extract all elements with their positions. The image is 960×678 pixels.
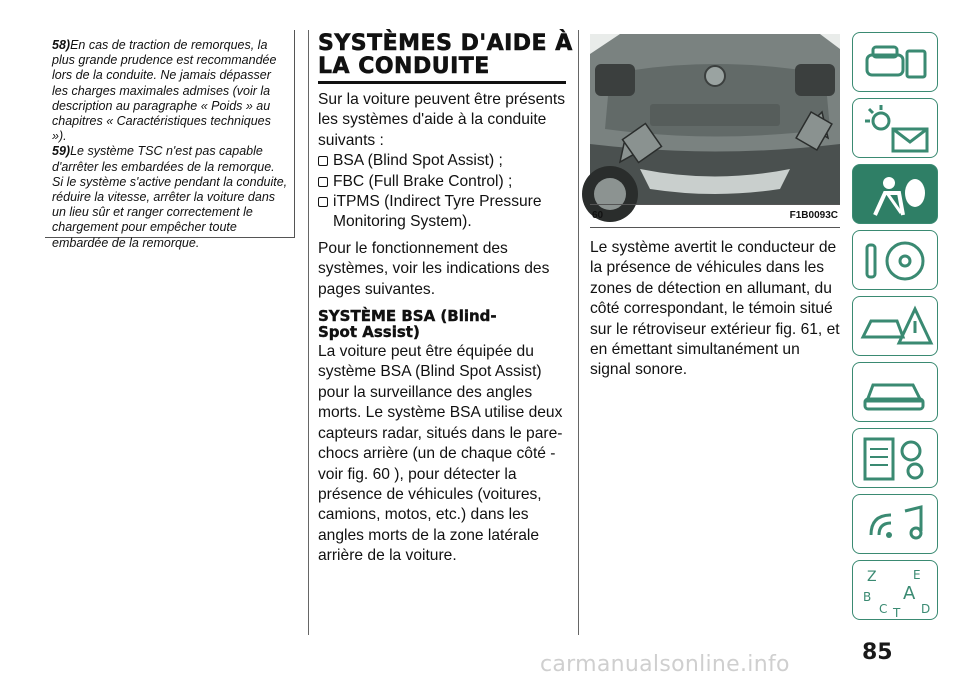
tab-technical-specs[interactable] bbox=[852, 428, 938, 488]
warning-paragraph: Le système avertit le conducteur de la présence de véhicules dans les zones de détection en allumant, du côté correspondant, le témoin situé sur le rétroviseur extérieur fig. 61, et en émettant simultanément un signal sonore. bbox=[590, 239, 840, 379]
note-text: Le système TSC n'est pas capable d'arrêter les embardées de la remorque. Si le système s'active pendant la conduite, réduire la vitesse, arrêter la voiture dans un lieu sûr et ranger correctement le chargement pour empêcher toute embardée de la remorque. bbox=[52, 144, 288, 250]
checkbox-bullet-icon bbox=[318, 177, 328, 187]
multimedia-icon bbox=[853, 495, 939, 555]
tab-multimedia[interactable] bbox=[852, 494, 938, 554]
breakdown-triangle-icon bbox=[853, 297, 939, 357]
car-dashboard-icon bbox=[853, 33, 939, 93]
key-steering-wheel-icon bbox=[853, 231, 939, 291]
notes-box bbox=[45, 30, 295, 250]
right-column bbox=[590, 238, 840, 381]
tab-emergency[interactable] bbox=[852, 296, 938, 356]
figure-code: F1B0093C bbox=[789, 210, 838, 221]
figure-60-photo bbox=[590, 34, 840, 204]
tab-safety[interactable] bbox=[852, 164, 938, 224]
list-item: iTPMS (Indirect Tyre Pressure Monitoring System). bbox=[318, 192, 573, 233]
section-title: SYSTÈMES D'AIDE À LA CONDUITE bbox=[318, 31, 573, 79]
note-58 bbox=[52, 38, 288, 144]
svg-text:Z: Z bbox=[867, 569, 877, 585]
column-divider bbox=[308, 30, 309, 635]
tab-starting-driving[interactable] bbox=[852, 230, 938, 290]
tab-maintenance[interactable] bbox=[852, 362, 938, 422]
note-number: 58) bbox=[52, 38, 71, 52]
note-number: 59) bbox=[52, 144, 71, 159]
column-divider bbox=[578, 30, 579, 635]
figure-caption bbox=[590, 204, 840, 228]
light-mail-icon bbox=[853, 99, 939, 159]
note-text: En cas de traction de remorques, la plus grande prudence est recommandée lors de la conduite. Ne jamais dépasser les charges maximales admises (voir la description au paragraphe « Poids » au chapitres « Caractéristiques techniques »). bbox=[52, 38, 277, 144]
svg-text:B: B bbox=[863, 590, 872, 604]
svg-text:D: D bbox=[921, 602, 931, 616]
car-rear-illustration bbox=[590, 34, 840, 204]
checkbox-bullet-icon bbox=[318, 197, 328, 207]
bsa-paragraph: La voiture peut être équipée du système BSA (Blind Spot Assist) pour la surveillance des angles morts. Le système BSA utilise deux capteurs radar, situés dans le pare-chocs arrière (un de chaque côté - voir fig. 60 ), pour détecter la présence de véhicules (voitures, camions, motos, etc.) dans les angles morts de la zone latérale arrière de la voiture. bbox=[318, 343, 563, 565]
page-number: 85 bbox=[862, 640, 893, 665]
middle-column bbox=[318, 30, 573, 567]
svg-text:A: A bbox=[903, 583, 916, 604]
specs-gears-icon bbox=[853, 429, 939, 489]
svg-text:E: E bbox=[913, 568, 921, 582]
list-item: BSA (Blind Spot Assist) ; bbox=[318, 151, 573, 171]
tab-lights-messages[interactable] bbox=[852, 98, 938, 158]
watermark: carmanualsonline.info bbox=[540, 652, 790, 677]
note-59 bbox=[52, 144, 288, 250]
chapter-sidebar bbox=[852, 32, 940, 626]
list-item: FBC (Full Brake Control) ; bbox=[318, 172, 573, 192]
svg-text:T: T bbox=[893, 606, 901, 620]
index-letters-icon bbox=[853, 561, 939, 621]
tab-index[interactable] bbox=[852, 560, 938, 620]
tab-car-dashboard[interactable] bbox=[852, 32, 938, 92]
checkbox-bullet-icon bbox=[318, 156, 328, 166]
airbag-seatbelt-icon bbox=[853, 165, 939, 225]
intro-text: Sur la voiture peuvent être présents les systèmes d'aide à la conduite suivants : bbox=[318, 91, 566, 149]
title-rule bbox=[318, 81, 566, 84]
subsection-title: SYSTÈME BSA (Blind- Spot Assist) bbox=[318, 307, 497, 342]
car-service-icon bbox=[853, 363, 939, 423]
outro-text: Pour le fonctionnement des systèmes, voir les indications des pages suivantes. bbox=[318, 239, 550, 298]
figure-number: 60 bbox=[592, 210, 604, 221]
svg-text:C: C bbox=[879, 602, 888, 616]
